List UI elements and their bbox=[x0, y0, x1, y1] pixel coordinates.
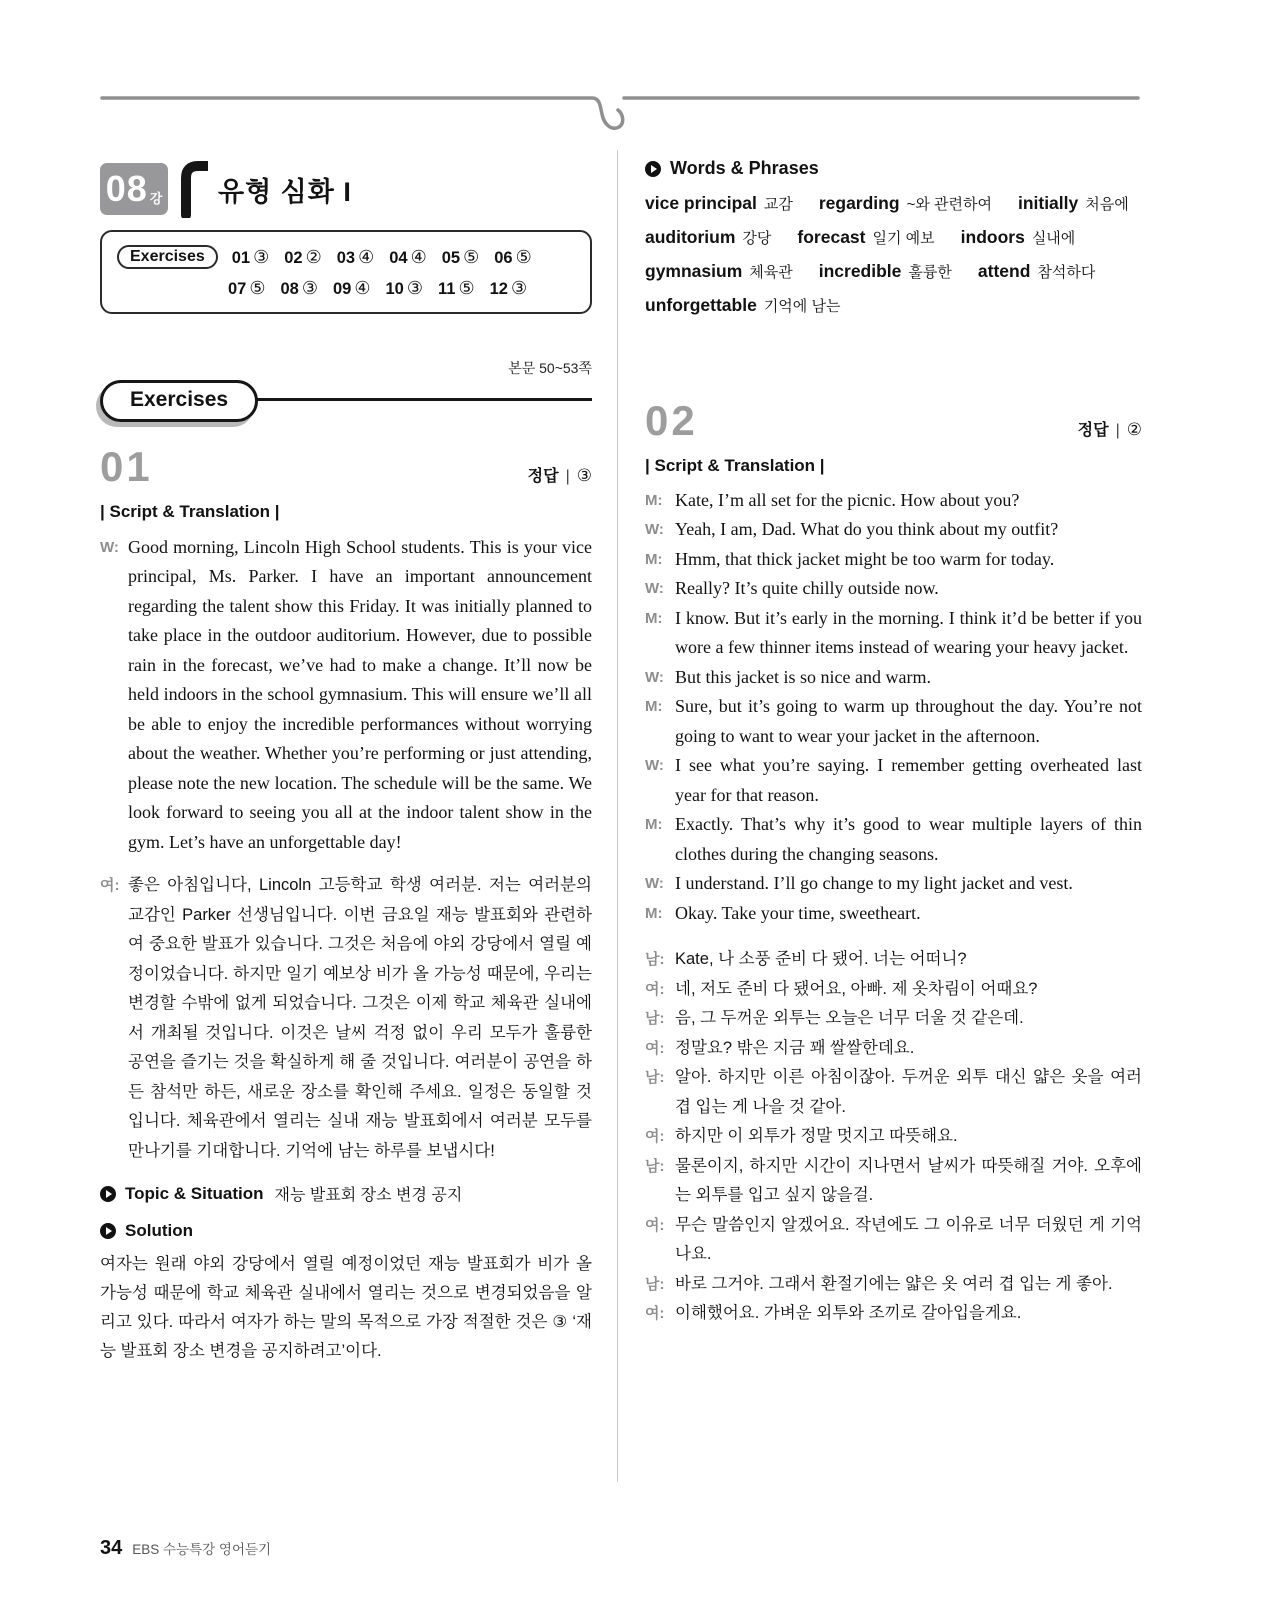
dialog-text: Kate, I’m all set for the picnic. How about you? bbox=[675, 489, 1020, 510]
answer-key-row-1 bbox=[117, 245, 575, 269]
question-no: 08 bbox=[280, 280, 299, 298]
question-no: 10 bbox=[385, 280, 404, 298]
question-no: 07 bbox=[228, 280, 247, 298]
question-no: 06 bbox=[494, 248, 513, 267]
speaker-label: 남: bbox=[645, 1010, 665, 1028]
answer-choice: ③ bbox=[406, 278, 423, 298]
vocab-word: incredible bbox=[818, 261, 902, 281]
dialog-text: I understand. I’ll go change to my light jacket and vest. bbox=[675, 873, 1073, 894]
dialog-line-korean bbox=[645, 1270, 1142, 1300]
vocab-word: auditorium bbox=[645, 227, 736, 247]
question-number: 02 bbox=[645, 397, 698, 444]
words-phrases-heading: Words & Phrases bbox=[670, 158, 819, 178]
answer-item bbox=[232, 247, 270, 268]
answer-item bbox=[494, 247, 532, 268]
dialog-text: 음, 그 두꺼운 외투는 오늘은 너무 더울 것 같은데. bbox=[675, 1009, 1024, 1028]
vocab-meaning: 처음에 bbox=[1085, 196, 1129, 213]
dialog-line-english bbox=[645, 751, 1142, 810]
vocab-item bbox=[645, 295, 840, 316]
topic-situation-heading: Topic & Situation bbox=[125, 1183, 264, 1203]
play-bullet-icon bbox=[100, 1223, 116, 1239]
script-translation-heading: | Script & Translation | bbox=[645, 455, 825, 475]
answer-indicator bbox=[528, 463, 592, 486]
answer-choice: ④ bbox=[410, 246, 427, 267]
dialog-english bbox=[645, 486, 1142, 929]
answer-item bbox=[333, 278, 371, 299]
question-no: 04 bbox=[389, 248, 408, 267]
chapter-header bbox=[100, 160, 592, 218]
answer-separator: | bbox=[1115, 421, 1120, 439]
answer-key-label: Exercises bbox=[117, 245, 218, 269]
answer-label: 정답 bbox=[527, 467, 559, 485]
question-01-header bbox=[100, 443, 592, 490]
answer-item bbox=[386, 278, 424, 299]
vocab-meaning: 일기 예보 bbox=[872, 230, 935, 247]
answer-choice: ③ bbox=[301, 278, 318, 298]
dialog-text: I know. But it’s early in the morning. I think it’d be better if you wore a few thinner items instead of wearing your heavy jacket. bbox=[675, 607, 1142, 658]
dialog-text: Sure, but it’s going to warm up throughout the day. You’re not going to want to wear your jacket in the afternoon. bbox=[675, 696, 1142, 746]
speaker-label: M: bbox=[645, 491, 663, 509]
answer-separator: | bbox=[565, 467, 570, 485]
script-korean bbox=[100, 871, 592, 1166]
script-english bbox=[100, 533, 592, 858]
vocab-meaning: ~와 관련하여 bbox=[906, 196, 992, 213]
chapter-title: 유형 심화 I bbox=[218, 176, 352, 207]
vocab-word: attend bbox=[977, 261, 1031, 281]
vocab-meaning: 강당 bbox=[742, 230, 772, 247]
speaker-label: 남: bbox=[645, 951, 665, 969]
answer-list-2 bbox=[228, 278, 527, 299]
play-bullet-icon bbox=[100, 1186, 116, 1202]
answer-choice: ④ bbox=[358, 246, 375, 267]
speaker-label: W: bbox=[645, 521, 664, 539]
question-no: 11 bbox=[438, 280, 456, 298]
vocab-item bbox=[645, 193, 793, 214]
answer-label: 정답 bbox=[1077, 421, 1109, 439]
dialog-line-korean bbox=[645, 1299, 1142, 1329]
speaker-label: M: bbox=[645, 609, 663, 627]
dialog-text: 바로 그거야. 그래서 환절기에는 얇은 옷 여러 겹 입는 게 좋아. bbox=[675, 1274, 1113, 1293]
vocab-meaning: 참석하다 bbox=[1037, 264, 1096, 281]
speaker-label: 남: bbox=[645, 1275, 665, 1293]
question-no: 12 bbox=[489, 280, 508, 298]
answer-choice: ⑤ bbox=[515, 246, 532, 267]
answer-item bbox=[389, 247, 427, 268]
lesson-number: 08 bbox=[105, 168, 148, 209]
vocab-item bbox=[645, 261, 793, 282]
correct-answer: ③ bbox=[576, 465, 592, 485]
page-top-divider bbox=[100, 92, 1140, 140]
speaker-label: W: bbox=[645, 668, 664, 686]
vocab-word: indoors bbox=[960, 227, 1025, 247]
dialog-text: 알아. 하지만 이른 아침이잖아. 두꺼운 외투 대신 얇은 옷을 여러 겹 입는 게 나을 것 같아. bbox=[675, 1068, 1142, 1116]
speaker-label: M: bbox=[645, 816, 663, 834]
dialog-text: Hmm, that thick jacket might be too warm for today. bbox=[675, 548, 1055, 569]
dialog-line-english bbox=[645, 486, 1142, 516]
speaker-label: W: bbox=[645, 580, 664, 598]
dialog-line-korean bbox=[645, 1063, 1142, 1122]
script-english-text: Good morning, Lincoln High School students. This is your vice principal, Ms. Parker. I have an important announcement regarding the talent show this Friday. It was initially planned to take place in the outdoor auditorium. However, due to possible rain in the forecast, we’ve had to make a change. It’ll now be held indoors in the school gymnasium. This will ensure we’ll all be able to enjoy the incredible performances without worrying about the weather. Whether you’re performing or just attending, please note the new location. The schedule will be the same. We look forward to seeing you all at the indoor talent show in the gym. Let’s have an unforgettable day! bbox=[128, 536, 592, 852]
dialog-text: 네, 저도 준비 다 됐어요, 아빠. 제 옷차림이 어때요? bbox=[675, 979, 1038, 998]
dialog-line-korean bbox=[645, 945, 1142, 975]
dialog-text: 무슨 말씀인지 알겠어요. 작년에도 그 이유로 너무 더웠던 게 기억나요. bbox=[675, 1215, 1142, 1264]
solution-text: 여자는 원래 야외 강당에서 열릴 예정이었던 재능 발표회가 비가 올 가능성 때문에 학교 체육관 실내에서 열리는 것으로 변경되었음을 알리고 있다. 따라서 여자가 하는 말의 목적으로 가장 적절한 것은 ③ ‘재능 발표회 장소 변경을 공지하려고’이다. bbox=[100, 1255, 592, 1361]
speaker-label: 여: bbox=[645, 1216, 665, 1234]
script-korean-text: 좋은 아침입니다, Lincoln 고등학교 학생 여러분. 저는 여러분의 교감인 Parker 선생님입니다. 이번 금요일 재능 발표회와 관련하여 중요한 발표가 있습니다. 그것은 처음에 야외 강당에서 열릴 예정이었습니다. 하지만 일기 예보상 비가 올 가능성 때문에, 우리는 변경할 수밖에 없게 되었습니다. 그것은 이제 학교 체육관 실내에서 개최될 것입니다. 이것은 날씨 걱정 없이 우리 모두가 훌륭한 공연을 즐기는 것을 확실하게 해 줄 것입니다. 여러분이 공연을 하든 참석만 하든, 새로운 장소를 확인해 주세요. 일정은 동일할 것입니다. 체육관에서 열리는 실내 재능 발표회에서 여러분 모두를 만나기를 기대합니다. 기억에 남는 하루를 보냅시다! bbox=[128, 876, 592, 1160]
vocab-meaning: 기억에 남는 bbox=[763, 298, 841, 315]
exercises-pill: Exercises bbox=[100, 380, 258, 422]
page-footer bbox=[100, 1537, 271, 1560]
column-divider bbox=[617, 150, 618, 1482]
question-02-header bbox=[645, 397, 1142, 444]
speaker-label: W: bbox=[100, 538, 119, 556]
speaker-label: 남: bbox=[645, 1069, 665, 1087]
speaker-label: M: bbox=[645, 698, 663, 716]
dialog-line-korean bbox=[645, 1122, 1142, 1152]
words-phrases-header bbox=[645, 158, 1142, 179]
speaker-label: 남: bbox=[645, 1157, 665, 1175]
page-number: 34 bbox=[100, 1537, 123, 1559]
answer-item bbox=[337, 247, 375, 268]
speaker-label: 여: bbox=[645, 1039, 665, 1057]
vocab-word: unforgettable bbox=[645, 295, 757, 315]
dialog-line-english bbox=[645, 899, 1142, 929]
speaker-label: 여: bbox=[645, 980, 665, 998]
dialog-line-korean bbox=[645, 1152, 1142, 1211]
dialog-text: But this jacket is so nice and warm. bbox=[675, 666, 931, 687]
answer-choice: ② bbox=[305, 246, 322, 267]
dialog-text: 정말요? 밖은 지금 꽤 쌀쌀한데요. bbox=[675, 1038, 915, 1057]
dialog-line-english bbox=[645, 692, 1142, 751]
answer-item bbox=[442, 247, 480, 268]
vocab-meaning: 훌륭한 bbox=[908, 264, 952, 281]
speaker-label: 여: bbox=[645, 1128, 665, 1146]
topic-situation-line bbox=[100, 1182, 592, 1205]
speaker-label: 여: bbox=[100, 877, 120, 895]
dialog-line-korean bbox=[645, 975, 1142, 1005]
dialog-line-english bbox=[645, 574, 1142, 604]
dialog-text: 물론이지, 하지만 시간이 지나면서 날씨가 따뜻해질 거야. 오후에는 외투를 입고 싶지 않을걸. bbox=[675, 1156, 1142, 1205]
vocab-word: initially bbox=[1017, 193, 1079, 213]
question-number: 01 bbox=[100, 443, 153, 490]
question-no: 05 bbox=[441, 248, 461, 267]
question-no: 09 bbox=[333, 280, 352, 298]
speaker-label: M: bbox=[645, 550, 663, 568]
vocab-item bbox=[819, 193, 992, 214]
vocab-item bbox=[1018, 193, 1129, 214]
answer-choice: ③ bbox=[510, 278, 528, 298]
answer-item bbox=[281, 278, 319, 299]
solution-line bbox=[100, 1221, 592, 1241]
dialog-line-english bbox=[645, 869, 1142, 899]
topic-situation-text: 재능 발표회 장소 변경 공지 bbox=[274, 1187, 463, 1205]
answer-choice: ⑤ bbox=[463, 246, 480, 267]
vocab-item bbox=[961, 227, 1076, 248]
dialog-text: Okay. Take your time, sweetheart. bbox=[675, 902, 921, 923]
question-no: 01 bbox=[231, 248, 251, 267]
vocab-meaning: 체육관 bbox=[749, 264, 793, 281]
vocab-meaning: 교감 bbox=[763, 196, 793, 213]
lesson-number-suffix: 강 bbox=[149, 191, 163, 206]
speaker-label: 여: bbox=[645, 1305, 665, 1323]
dialog-text: 이해했어요. 가벼운 외투와 조끼로 갈아입을게요. bbox=[675, 1304, 1022, 1323]
dialog-line-english bbox=[645, 810, 1142, 869]
question-no: 03 bbox=[336, 248, 356, 267]
play-bullet-icon bbox=[645, 161, 661, 177]
left-column bbox=[100, 160, 592, 1366]
lesson-number-badge bbox=[100, 163, 168, 215]
dialog-line-korean bbox=[645, 1004, 1142, 1034]
dialog-line-korean bbox=[645, 1211, 1142, 1270]
answer-list-1 bbox=[232, 247, 532, 268]
script-translation-heading: | Script & Translation | bbox=[100, 501, 280, 521]
answer-item bbox=[228, 278, 266, 299]
vocab-meaning: 실내에 bbox=[1031, 230, 1076, 247]
book-title: EBS 수능특강 영어듣기 bbox=[132, 1542, 272, 1557]
dialog-line-korean bbox=[645, 1034, 1142, 1064]
right-column bbox=[645, 158, 1142, 1329]
page-reference: 본문 50~53쪽 bbox=[508, 360, 592, 376]
answer-key-box bbox=[100, 230, 592, 314]
answer-choice: ③ bbox=[253, 246, 270, 267]
dialog-line-english bbox=[645, 515, 1142, 545]
dialog-text: I see what you’re saying. I remember getting overheated last year for that reason. bbox=[675, 755, 1142, 805]
answer-item bbox=[438, 278, 475, 299]
title-corner-decoration bbox=[180, 160, 208, 218]
correct-answer: ② bbox=[1126, 419, 1142, 439]
vocab-word: vice principal bbox=[645, 193, 757, 213]
dialog-line-english bbox=[645, 545, 1142, 575]
answer-indicator bbox=[1078, 417, 1142, 440]
answer-choice: ⑤ bbox=[249, 278, 266, 298]
answer-item bbox=[284, 247, 322, 268]
answer-key-row-2 bbox=[228, 278, 575, 299]
vocab-item bbox=[978, 261, 1095, 282]
dialog-text: Yeah, I am, Dad. What do you think about my outfit? bbox=[675, 519, 1059, 540]
dialog-line-english bbox=[645, 604, 1142, 663]
vocab-word: gymnasium bbox=[645, 261, 743, 281]
vocab-list bbox=[645, 193, 1142, 316]
exercises-section-header bbox=[100, 380, 592, 426]
dialog-text: Really? It’s quite chilly outside now. bbox=[675, 578, 939, 599]
dialog-text: Kate, 나 소풍 준비 다 됐어. 너는 어떠니? bbox=[675, 950, 967, 969]
vocab-word: forecast bbox=[797, 227, 866, 247]
dialog-text: Exactly. That’s why it’s good to wear multiple layers of thin clothes during the changing seasons. bbox=[675, 814, 1142, 864]
speaker-label: W: bbox=[645, 875, 664, 893]
speaker-label: M: bbox=[645, 904, 663, 922]
vocab-item bbox=[645, 227, 771, 248]
answer-choice: ④ bbox=[354, 278, 371, 298]
answer-choice: ⑤ bbox=[458, 278, 475, 298]
speaker-label: W: bbox=[645, 757, 664, 775]
dialog-line-english bbox=[645, 663, 1142, 693]
vocab-item bbox=[797, 227, 934, 248]
vocab-word: regarding bbox=[818, 193, 900, 213]
dialog-text: 하지만 이 외투가 정말 멋지고 따뜻해요. bbox=[675, 1127, 958, 1146]
vocab-item bbox=[819, 261, 952, 282]
solution-heading: Solution bbox=[125, 1221, 193, 1241]
dialog-korean bbox=[645, 945, 1142, 1329]
answer-item bbox=[490, 278, 528, 299]
question-no: 02 bbox=[284, 248, 303, 267]
